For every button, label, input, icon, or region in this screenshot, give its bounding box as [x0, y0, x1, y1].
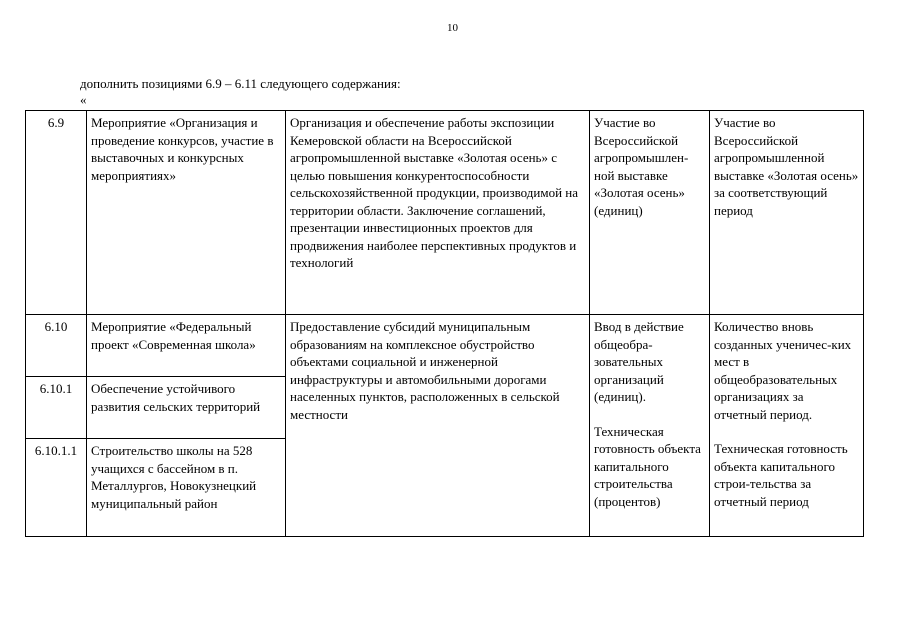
- spacer: [714, 423, 859, 440]
- row-number: 6.10.1.1: [26, 439, 87, 537]
- measure-name: Обеспечение устойчивого развития сельских территорий: [87, 377, 286, 439]
- measures-table: [25, 110, 864, 537]
- opening-quote: «: [80, 92, 87, 107]
- measure-description: Организация и обеспечение работы экспозиции Кемеровской области на Всероссийской агропромышленной выставке «Золотая осень» с целью повышения конкурентоспособности сельскохозяйственной продукции, производимой на территории области. Заключение соглашений, презентации инвестиционных проектов для продвижения наиболее перспективных продуктов и технологий: [286, 111, 590, 315]
- indicator-cell: Участие во Всероссийской агропромышлен-ной выставке «Золотая осень» (единиц): [590, 111, 710, 315]
- result-cell: Участие во Всероссийской агропромышленной выставке «Золотая осень» за соответствующий период: [710, 111, 864, 315]
- spacer: [594, 406, 705, 423]
- measure-description: Предоставление субсидий муниципальным образованиям на комплексное обустройство объектами социальной и инженерной инфраструктуры и автомобильными дорогами населенных пунктов, расположенных в сельской местности: [286, 315, 590, 537]
- row-number: 6.10.1: [26, 377, 87, 439]
- indicator-line-1: Ввод в действие общеобра-зовательных организаций (единиц).: [594, 319, 684, 404]
- measure-name: Мероприятие «Организация и проведение конкурсов, участие в выставочных и конкурсных мероприятиях»: [87, 111, 286, 315]
- result-line-2: Техническая готовность объекта капитального строи-тельства за отчетный период: [714, 441, 848, 509]
- table-row-6-9: [26, 111, 864, 315]
- measure-name: Строительство школы на 528 учащихся с бассейном в п. Металлургов, Новокузнецкий муниципальный район: [87, 439, 286, 537]
- row-number: 6.9: [26, 111, 87, 315]
- indicator-line-2: Техническая готовность объекта капитального строительства (процентов): [594, 423, 701, 509]
- row-number: 6.10: [26, 315, 87, 377]
- measure-name: Мероприятие «Федеральный проект «Современная школа»: [87, 315, 286, 377]
- intro-text: дополнить позициями 6.9 – 6.11 следующего содержания:: [80, 76, 401, 91]
- table-row-6-10: [26, 315, 864, 377]
- result-line-1: Количество вновь созданных ученичес-ких мест в общеобразовательных организациях за отчетный период.: [714, 319, 852, 422]
- page-number: 10: [447, 22, 458, 34]
- indicator-cell: [590, 315, 710, 537]
- result-cell: [710, 315, 864, 537]
